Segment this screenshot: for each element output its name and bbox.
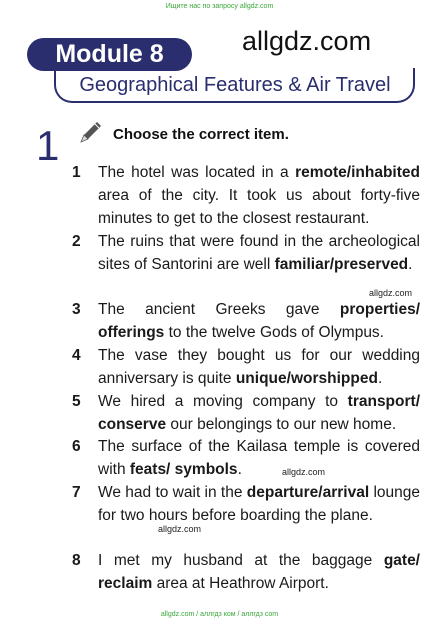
module-badge: Module 8 [27, 38, 192, 71]
list-item [72, 435, 420, 481]
site-brand: allgdz.com [242, 26, 372, 56]
item-text: The ruins that were found in the archeological sites of Santorini are well [98, 233, 420, 273]
watermark: allgdz.com [158, 524, 202, 534]
item-number: 2 [72, 233, 81, 250]
answer-options[interactable]: transport/ conserve [98, 393, 420, 433]
exercise-number: 1 [36, 122, 60, 169]
answer-options[interactable]: unique/worshipped [235, 370, 378, 387]
exercise-instruction: Choose the correct item. [113, 126, 289, 143]
answer-options[interactable]: remote/inhabited [295, 164, 420, 181]
list-item [72, 344, 420, 390]
item-number: 1 [72, 164, 81, 181]
item-text: area at Heathrow Airport. [152, 575, 329, 592]
pen-icon [77, 118, 105, 146]
answer-options[interactable]: feats/ symbols [129, 461, 238, 478]
item-text: The vase they bought us for our wedding anniversary is quite [98, 347, 420, 387]
item-number: 3 [72, 301, 81, 318]
answer-options[interactable]: familiar/preserved [274, 256, 409, 273]
item-text: . [237, 461, 242, 478]
list-item [72, 161, 420, 230]
answer-options[interactable]: departure/arrival [246, 484, 370, 501]
list-item [72, 481, 420, 527]
list-item [72, 390, 420, 436]
item-text: . [408, 256, 413, 273]
top-link[interactable]: Ищите нас по запросу allgdz.com [165, 3, 274, 10]
item-text: I met my husband at the baggage [98, 552, 384, 569]
list-item [72, 549, 420, 595]
item-number: 6 [72, 438, 81, 455]
item-number: 8 [72, 552, 81, 569]
item-text: area of the city. It took us about forty-five minutes to get to the closest restaurant. [98, 187, 420, 227]
item-number: 5 [72, 393, 81, 410]
list-item [72, 298, 420, 344]
footer-links[interactable]: allgdz.com / аллгдз ком / аллгдз com [160, 611, 279, 618]
item-text: lounge for two hours before boarding the plane. [98, 484, 420, 524]
item-text: The surface of the Kailasa temple is covered with [98, 438, 420, 478]
item-text: We hired a moving company to [98, 393, 348, 410]
answer-options[interactable]: properties/ offerings [98, 301, 420, 341]
item-text: We had to wait in the [98, 484, 247, 501]
watermark: allgdz.com [369, 288, 413, 298]
item-text: our belongings to our new home. [166, 416, 397, 433]
item-text: . [377, 370, 383, 387]
item-text: The hotel was located in a [98, 164, 296, 181]
item-number: 7 [72, 484, 81, 501]
answer-options[interactable]: gate/ reclaim [98, 552, 420, 592]
list-item [72, 230, 420, 276]
item-number: 4 [72, 347, 81, 364]
page-subtitle: Geographical Features & Air Travel [79, 74, 391, 96]
item-text: to the twelve Gods of Olympus. [164, 324, 384, 341]
item-text: The ancient Greeks gave [98, 301, 340, 318]
watermark: allgdz.com [282, 467, 326, 477]
